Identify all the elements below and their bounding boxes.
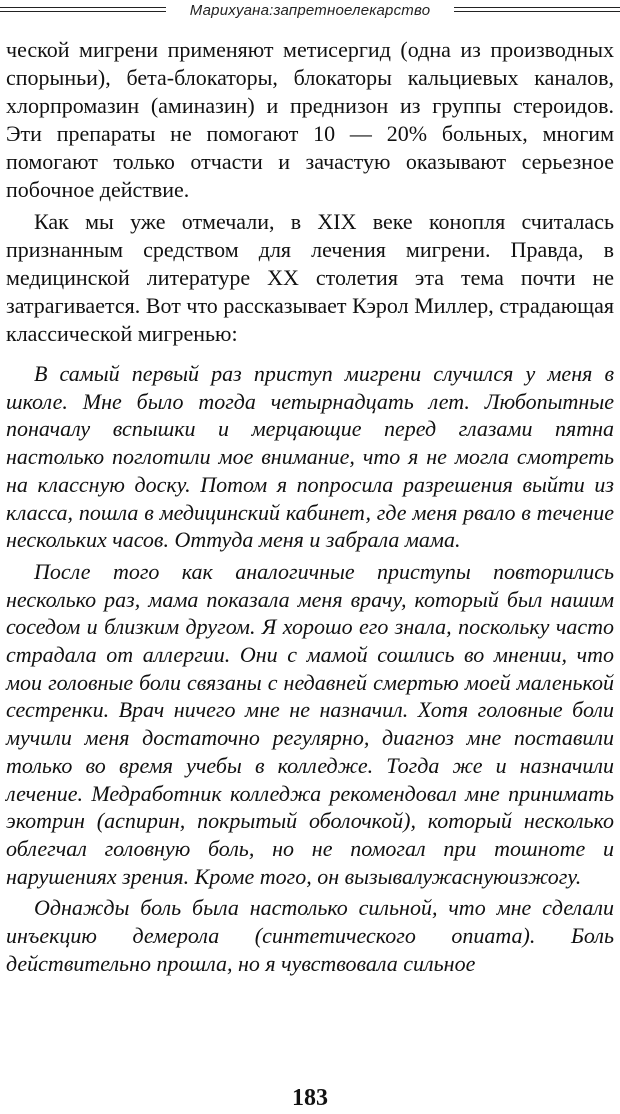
- page-number: 183: [292, 1085, 328, 1111]
- header-rule-left: [0, 7, 166, 12]
- body-paragraph-1: ческой мигрени применяют метисергид (одна из производных спорыньи), бета-блокаторы, блокаторы кальциевых каналов, хлорпромазин (аминазин) и преднизон из группы стероидов. Эти препараты не помогают 10 — 20% больных, многим помогают только отчасти и зачастую оказывают серьезное побочное действие.: [6, 37, 614, 202]
- body-paragraph-2: Как мы уже отмечали, в XIX веке конопля считалась признанным средством для лечения мигрени. Правда, в медицинской литературе XX столетия эта тема почти не затрагивается. Вот что рассказывает Кэрол Миллер, страдающая классической мигренью:: [6, 209, 614, 346]
- quote-paragraph-3: Однажды боль была настолько сильной, что мне сделали инъекцию демерола (синтетического опиата). Боль действительно прошла, но я чувствовала сильное: [6, 895, 614, 976]
- quoted-testimony: [6, 360, 614, 977]
- running-header: [0, 2, 620, 20]
- quote-paragraph-2: После того как аналогичные приступы повторились несколько раз, мама показала меня врачу, который был нашим соседом и близким другом. Я хорошо его знала, поскольку часто страдала от аллергии. Они с мамой сошлись во мнении, что мои головные боли связаны с недавней смертью моей маленькой сестренки. Врач ничего мне не назначил. Хотя головные боли мучили меня достаточно регулярно, диагноз мне поставили только во время учебы в колледже. Тогда же и назначили лечение. Медработник колледжа рекомендовал мне принимать экотрин (аспирин, покрытый оболочкой), который несколько облегчал головную боль, но не помогал при тошноте и нарушениях зрения. Кроме того, он вызывалужаснуюизжогу.: [6, 558, 614, 889]
- running-title: Марихуана:запретноелекарство: [189, 2, 431, 19]
- page-body: [6, 36, 614, 977]
- quote-paragraph-1: В самый первый раз приступ мигрени случился у меня в школе. Мне было тогда четырнадцать лет. Любопытные поначалу вспышки и мерцающие перед глазами пятна настолько поглотили мое внимание, что я не могла смотреть на классную доску. Потом я попросила разрешения выйти из класса, пошла в медицинский кабинет, где меня рвало в течение нескольких часов. Оттуда меня и забрала мама.: [6, 361, 614, 553]
- header-rule-right: [454, 7, 620, 12]
